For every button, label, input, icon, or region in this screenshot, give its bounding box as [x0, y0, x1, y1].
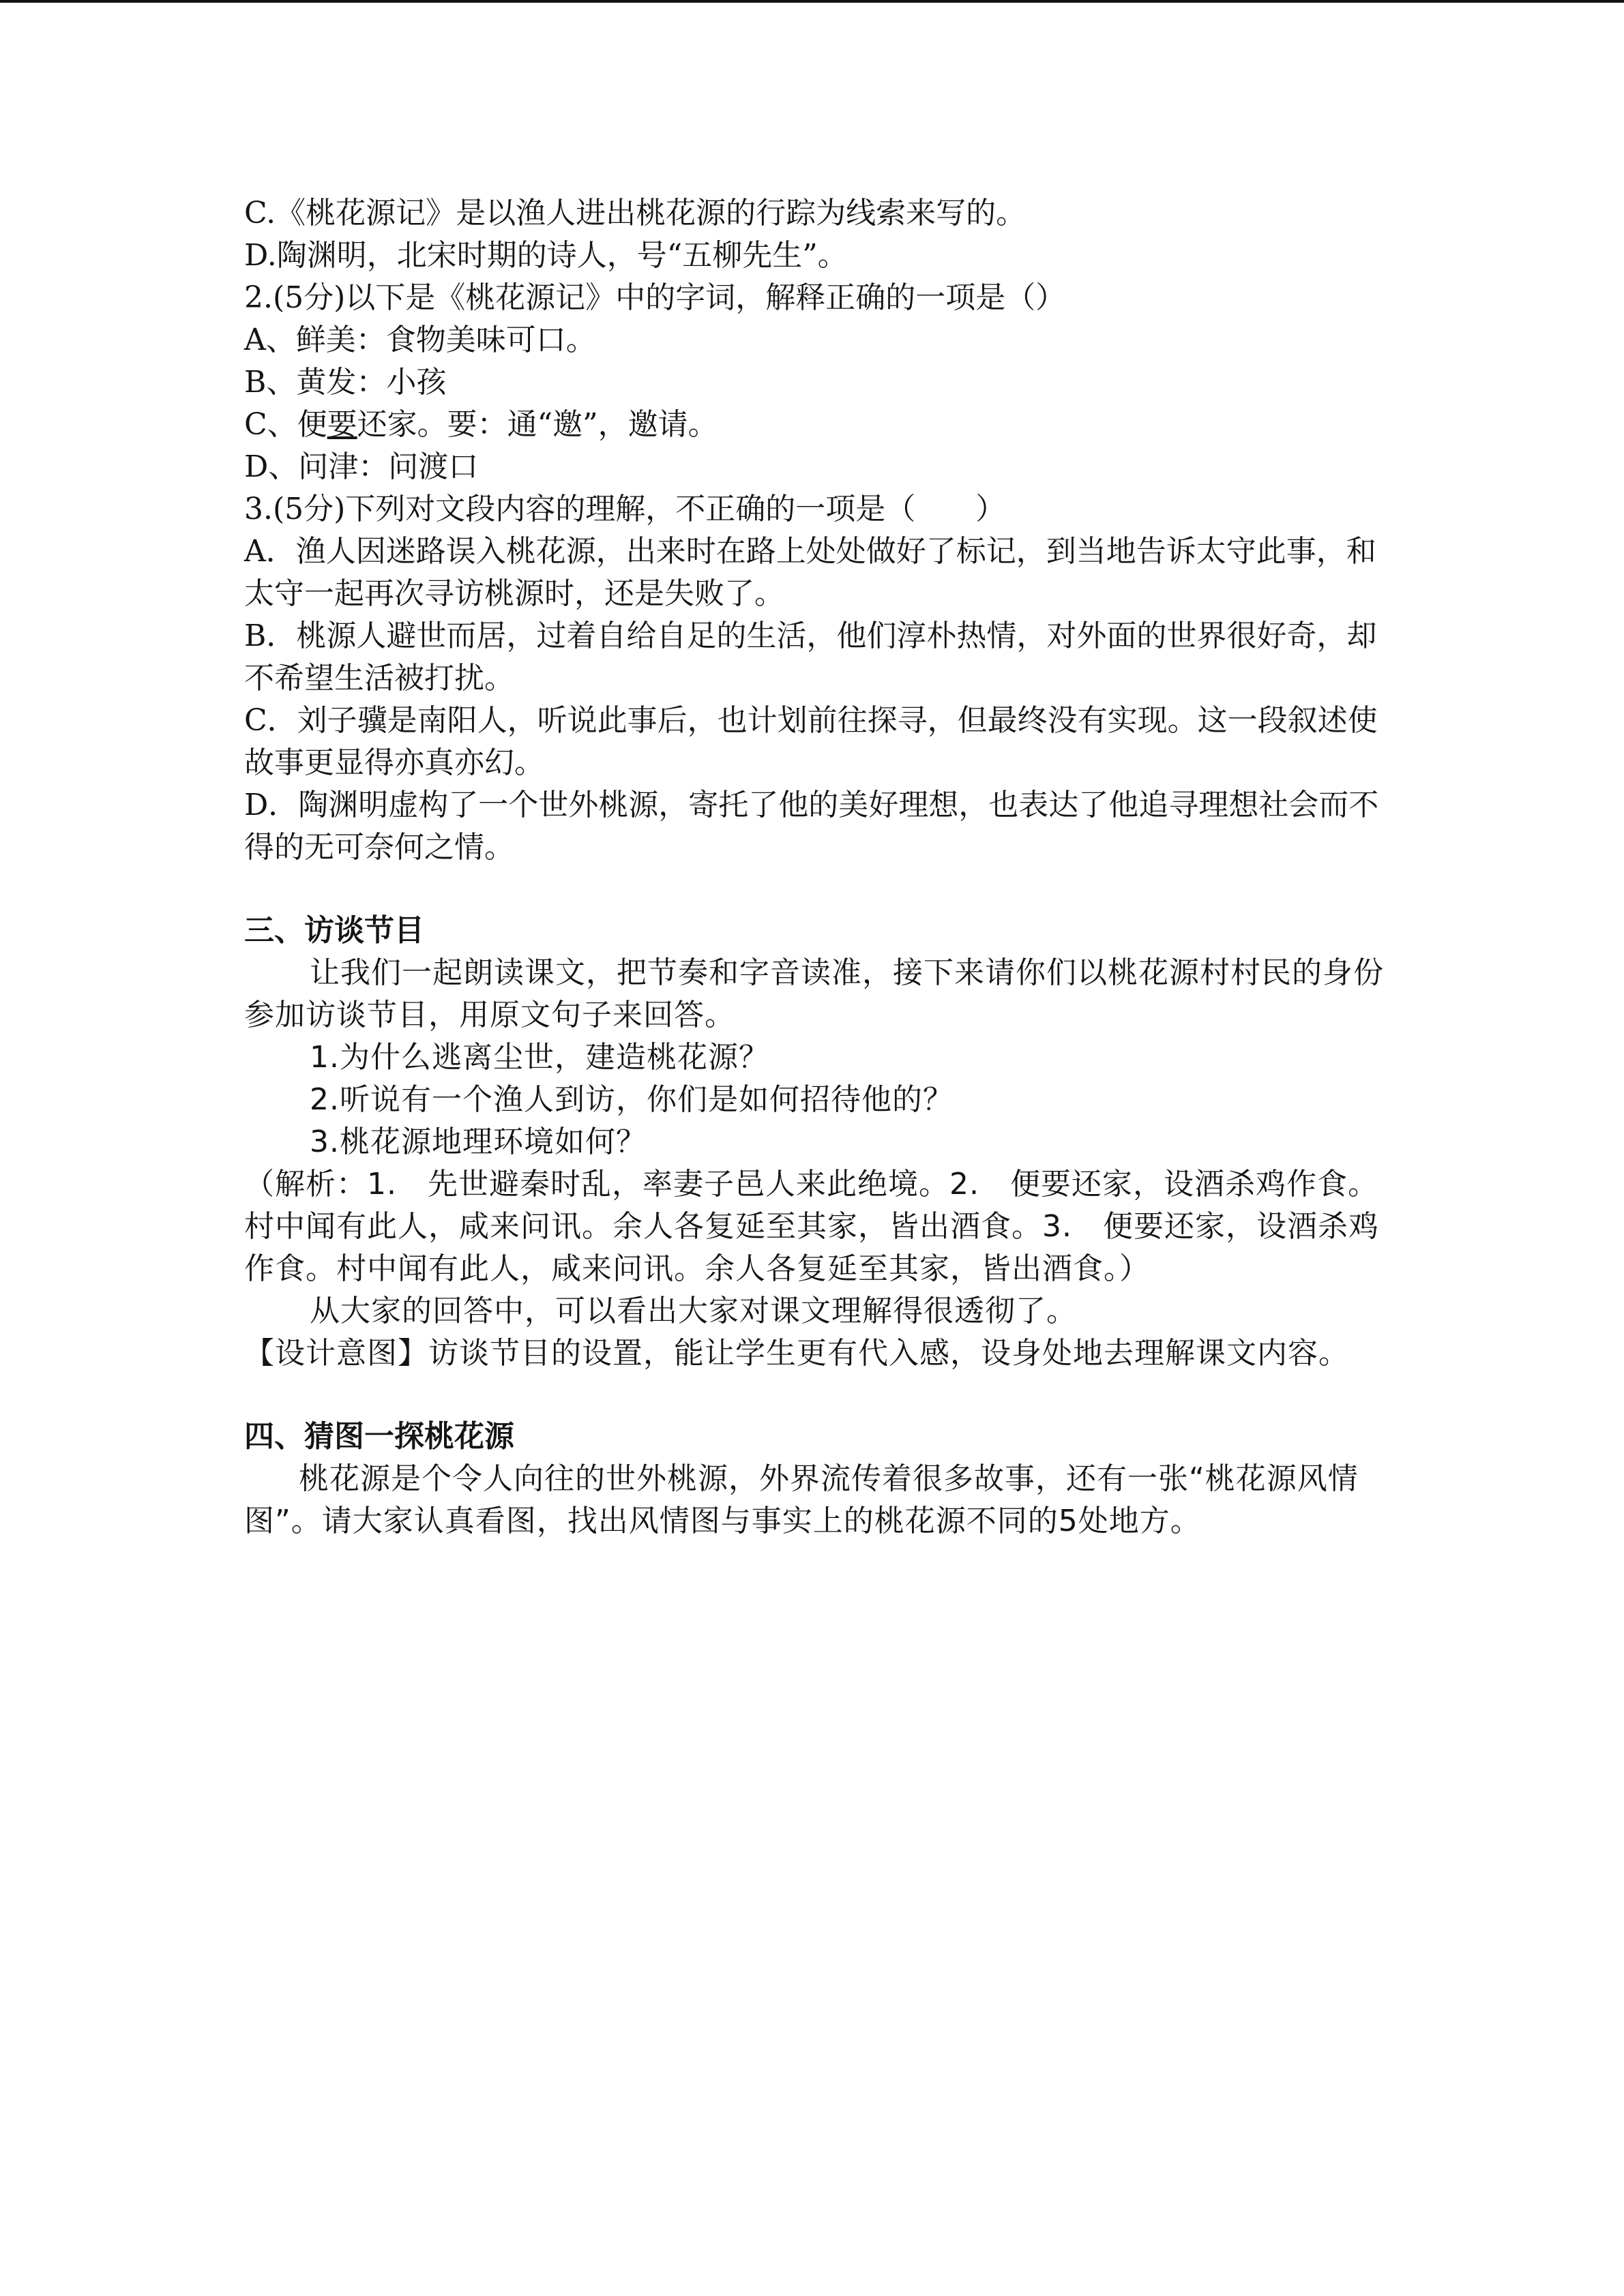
section-3-intro: 让我们一起朗读课文，把节奏和字音读准，接下来请你们以桃花源村村民的身份参加访谈节目，用原文句子来回答。: [244, 955, 1384, 1032]
question-3-option-b: B．桃源人避世而居，过着自给自足的生活，他们淳朴热情，对外面的世界很好奇，却不希望生活被打扰。: [244, 618, 1377, 696]
question-3-option-a: A．渔人因迷路误入桃花源，出来时在路上处处做好了标记，到当地告诉太守此事，和太守一起再次寻访桃源时，还是失败了。: [244, 534, 1376, 611]
question-3-option-c: C．刘子骥是南阳人，听说此事后，也计划前往探寻，但最终没有实现。这一段叙述使故事更显得亦真亦幻。: [244, 703, 1378, 780]
question-3-stem: 3.(5分)下列对文段内容的理解，不正确的一项是（ ）: [244, 492, 1006, 526]
page-top-border: [0, 0, 1624, 3]
question-3-option-d: D．陶渊明虚构了一个世外桃源，寄托了他的美好理想，也表达了他追寻理想社会而不得的无可奈何之情。: [244, 788, 1379, 865]
design-intent-text: 【设计意图】访谈节目的设置，能让学生更有代入感，设身处地去理解课文内容。: [244, 1336, 1349, 1371]
interview-question-1: 1.为什么逃离尘世，建造桃花源？: [310, 1040, 769, 1075]
question-2-option-c: [244, 404, 1390, 446]
section-3-title: 三、访谈节目: [244, 913, 424, 948]
question-2-option-d: D、问津：问渡口: [244, 449, 479, 484]
option-c-prefix: C、便: [244, 407, 327, 442]
option-c-line: C.《桃花源记》是以渔人进出桃花源的行踪为线索来写的。: [244, 196, 1027, 230]
interview-question-3: 3.桃花源地理环境如何？: [310, 1124, 647, 1159]
question-2-stem: 2.(5分)以下是《桃花源记》中的字词，解释正确的一项是（）: [244, 280, 1066, 315]
document-page: [244, 192, 1390, 1542]
option-c-suffix: 还家。要：通“邀”，邀请。: [357, 407, 718, 442]
interview-question-2: 2.听说有一个渔人到访，你们是如何招待他的？: [310, 1082, 954, 1117]
question-2-option-b: B、黄发：小孩: [244, 365, 447, 400]
option-d-line: D.陶渊明，北宋时期的诗人，号“五柳先生”。: [244, 238, 848, 273]
analysis-text: （解析：1. 先世避秦时乱，率妻子邑人来此绝境。2. 便要还家，设酒杀鸡作食。村中闻有此人，咸来问讯。余人各复延至其家，皆出酒食。3. 便要还家，设酒杀鸡作食。村中闻有此人，咸来问讯。余人各复延至其家，皆出酒食。）: [244, 1167, 1379, 1286]
section-4-title: 四、猜图一探桃花源: [244, 1419, 514, 1454]
option-c-underlined-char: 要: [327, 407, 357, 442]
section-4-body: 桃花源是个令人向往的世外桃源，外界流传着很多故事，还有一张“桃花源风情图”。请大家认真看图，找出风情图与事实上的桃花源不同的5处地方。: [244, 1461, 1359, 1538]
question-2-option-a: A、鲜美：食物美味可口。: [244, 323, 596, 357]
summary-text: 从大家的回答中，可以看出大家对课文理解得很透彻了。: [310, 1294, 1077, 1328]
